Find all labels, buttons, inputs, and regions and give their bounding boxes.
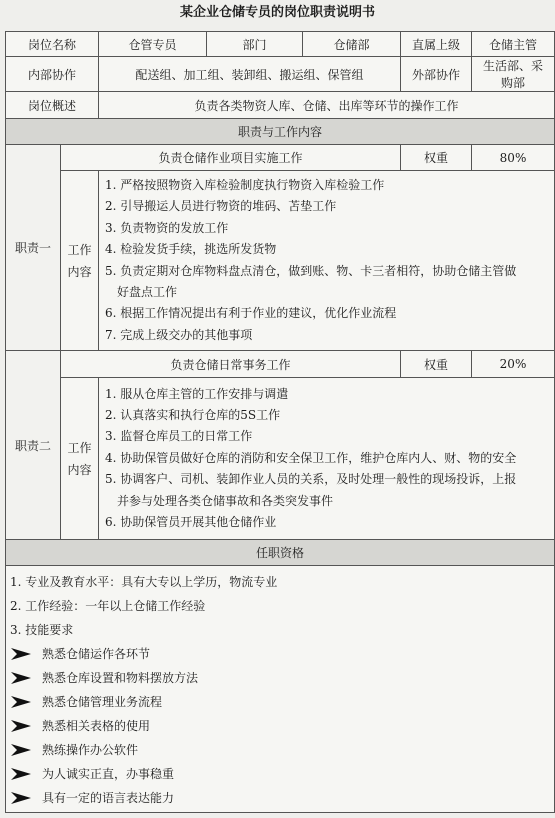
internal-value: 配送组、加工组、装卸组、搬运组、保管组 — [99, 57, 401, 92]
skill-item — [10, 762, 548, 786]
document-title: 某企业仓储专员的岗位职责说明书 — [179, 5, 375, 20]
duty1-item: 5. 负责定期对仓库物料盘点清仓，做到账、物、卡三者相符，协助仓储主管做 — [105, 263, 517, 278]
duty2-item: 5. 协调客户、司机、装卸作业人员的关系，及时处理一般性的现场投诉，上报 — [105, 472, 517, 487]
overview-label: 岗位概述 — [6, 92, 99, 119]
qual-item: 2. 工作经验：一年以上仓储工作经验 — [10, 599, 206, 613]
duty2-label: 职责二 — [6, 351, 61, 540]
skill-item — [10, 714, 548, 738]
skill-item — [10, 642, 548, 666]
duty2-item: 1. 服从仓库主管的工作安排与调遣 — [105, 386, 289, 401]
qual-body — [6, 566, 555, 813]
duty1-items — [99, 171, 555, 351]
skill-text: 熟悉相关表格的使用 — [42, 719, 151, 733]
duty2-item-continuation: 并参与处理各类仓储事故和各类突发事件 — [117, 493, 334, 508]
skill-text: 熟悉仓库设置和物料摆放方法 — [42, 671, 199, 685]
duty1-item: 4. 检验发货手续，挑选所发货物 — [105, 242, 277, 257]
duty2-weight-label: 权重 — [401, 351, 472, 378]
duty2-item: 4. 协助保管员做好仓库的消防和安全保卫工作，维护仓库内人、财、物的安全 — [105, 450, 517, 465]
arrow-bullet-icon — [10, 767, 32, 781]
skill-item — [10, 738, 548, 762]
dept-value: 仓储部 — [303, 32, 401, 57]
superior-label: 直属上级 — [401, 32, 472, 57]
duty2-item: 6. 协助保管员开展其他仓储作业 — [105, 515, 277, 530]
info-row-collab — [6, 57, 555, 92]
skill-item — [10, 666, 548, 690]
duty1-content-row — [6, 171, 555, 351]
duty2-project: 负责仓储日常事务工作 — [61, 351, 401, 378]
qual-header-row — [6, 540, 555, 566]
qual-item: 3. 技能要求 — [10, 623, 74, 637]
arrow-bullet-icon — [10, 791, 32, 805]
duty1-weight-label: 权重 — [401, 145, 472, 171]
post-name-label: 岗位名称 — [6, 32, 99, 57]
skill-item — [10, 690, 548, 714]
internal-label: 内部协作 — [6, 57, 99, 92]
duty2-item: 2. 认真落实和执行仓库的5S工作 — [105, 407, 281, 422]
skill-item — [10, 786, 548, 810]
info-row-overview — [6, 92, 555, 119]
external-value: 生活部、采购部 — [472, 57, 555, 92]
arrow-bullet-icon — [10, 671, 32, 685]
duty1-content-label — [61, 171, 99, 351]
arrow-bullet-icon — [10, 647, 32, 661]
duty2-weight-value: 20% — [472, 351, 555, 378]
skill-text: 熟悉仓储管理业务流程 — [42, 695, 163, 709]
info-row-post — [6, 32, 555, 57]
duty1-weight-value: 80% — [472, 145, 555, 171]
duty2-item: 3. 监督仓库员工的日常工作 — [105, 429, 253, 444]
duty2-content-label-line2: 内容 — [67, 462, 92, 477]
qual-body-row — [6, 566, 555, 813]
duty2-content-row — [6, 378, 555, 540]
external-label: 外部协作 — [401, 57, 472, 92]
duty1-item: 1. 严格按照物资入库检验制度执行物资入库检验工作 — [105, 177, 385, 192]
dept-label: 部门 — [207, 32, 303, 57]
duties-header-row — [6, 119, 555, 145]
duty2-content-label-line1: 工作 — [67, 440, 92, 455]
duty1-content-label-line2: 内容 — [67, 264, 92, 279]
arrow-bullet-icon — [10, 695, 32, 709]
duty1-project: 负责仓储作业项目实施工作 — [61, 145, 401, 171]
skill-text: 为人诚实正直，办事稳重 — [42, 767, 175, 781]
skill-text: 熟练操作办公软件 — [42, 743, 139, 757]
qual-header: 任职资格 — [6, 540, 555, 566]
duty2-project-row — [6, 351, 555, 378]
overview-value: 负责各类物资人库、仓储、出库等环节的操作工作 — [99, 92, 555, 119]
duty2-content-label — [61, 378, 99, 540]
duty1-content-label-line1: 工作 — [67, 242, 92, 257]
duties-header: 职责与工作内容 — [6, 119, 555, 145]
duty1-item: 2. 引导搬运人员进行物资的堆码、苫垫工作 — [105, 199, 337, 214]
duty1-item-continuation: 好盘点工作 — [117, 284, 178, 299]
superior-value: 仓储主管 — [472, 32, 555, 57]
qual-item: 1. 专业及教育水平：具有大专以上学历，物流专业 — [10, 575, 278, 589]
duty2-items — [99, 378, 555, 540]
duty1-item: 7. 完成上级交办的其他事项 — [105, 327, 253, 342]
arrow-bullet-icon — [10, 743, 32, 757]
duty1-item: 3. 负责物资的发放工作 — [105, 220, 229, 235]
arrow-bullet-icon — [10, 719, 32, 733]
duty1-item: 6. 根据工作情况提出有利于作业的建议，优化作业流程 — [105, 306, 397, 321]
duty1-project-row — [6, 145, 555, 171]
skill-text: 具有一定的语言表达能力 — [42, 791, 175, 805]
post-name-value: 仓管专员 — [99, 32, 207, 57]
skill-text: 熟悉仓储运作各环节 — [42, 647, 151, 661]
job-description-table — [5, 31, 555, 813]
duty1-label: 职责一 — [6, 145, 61, 351]
